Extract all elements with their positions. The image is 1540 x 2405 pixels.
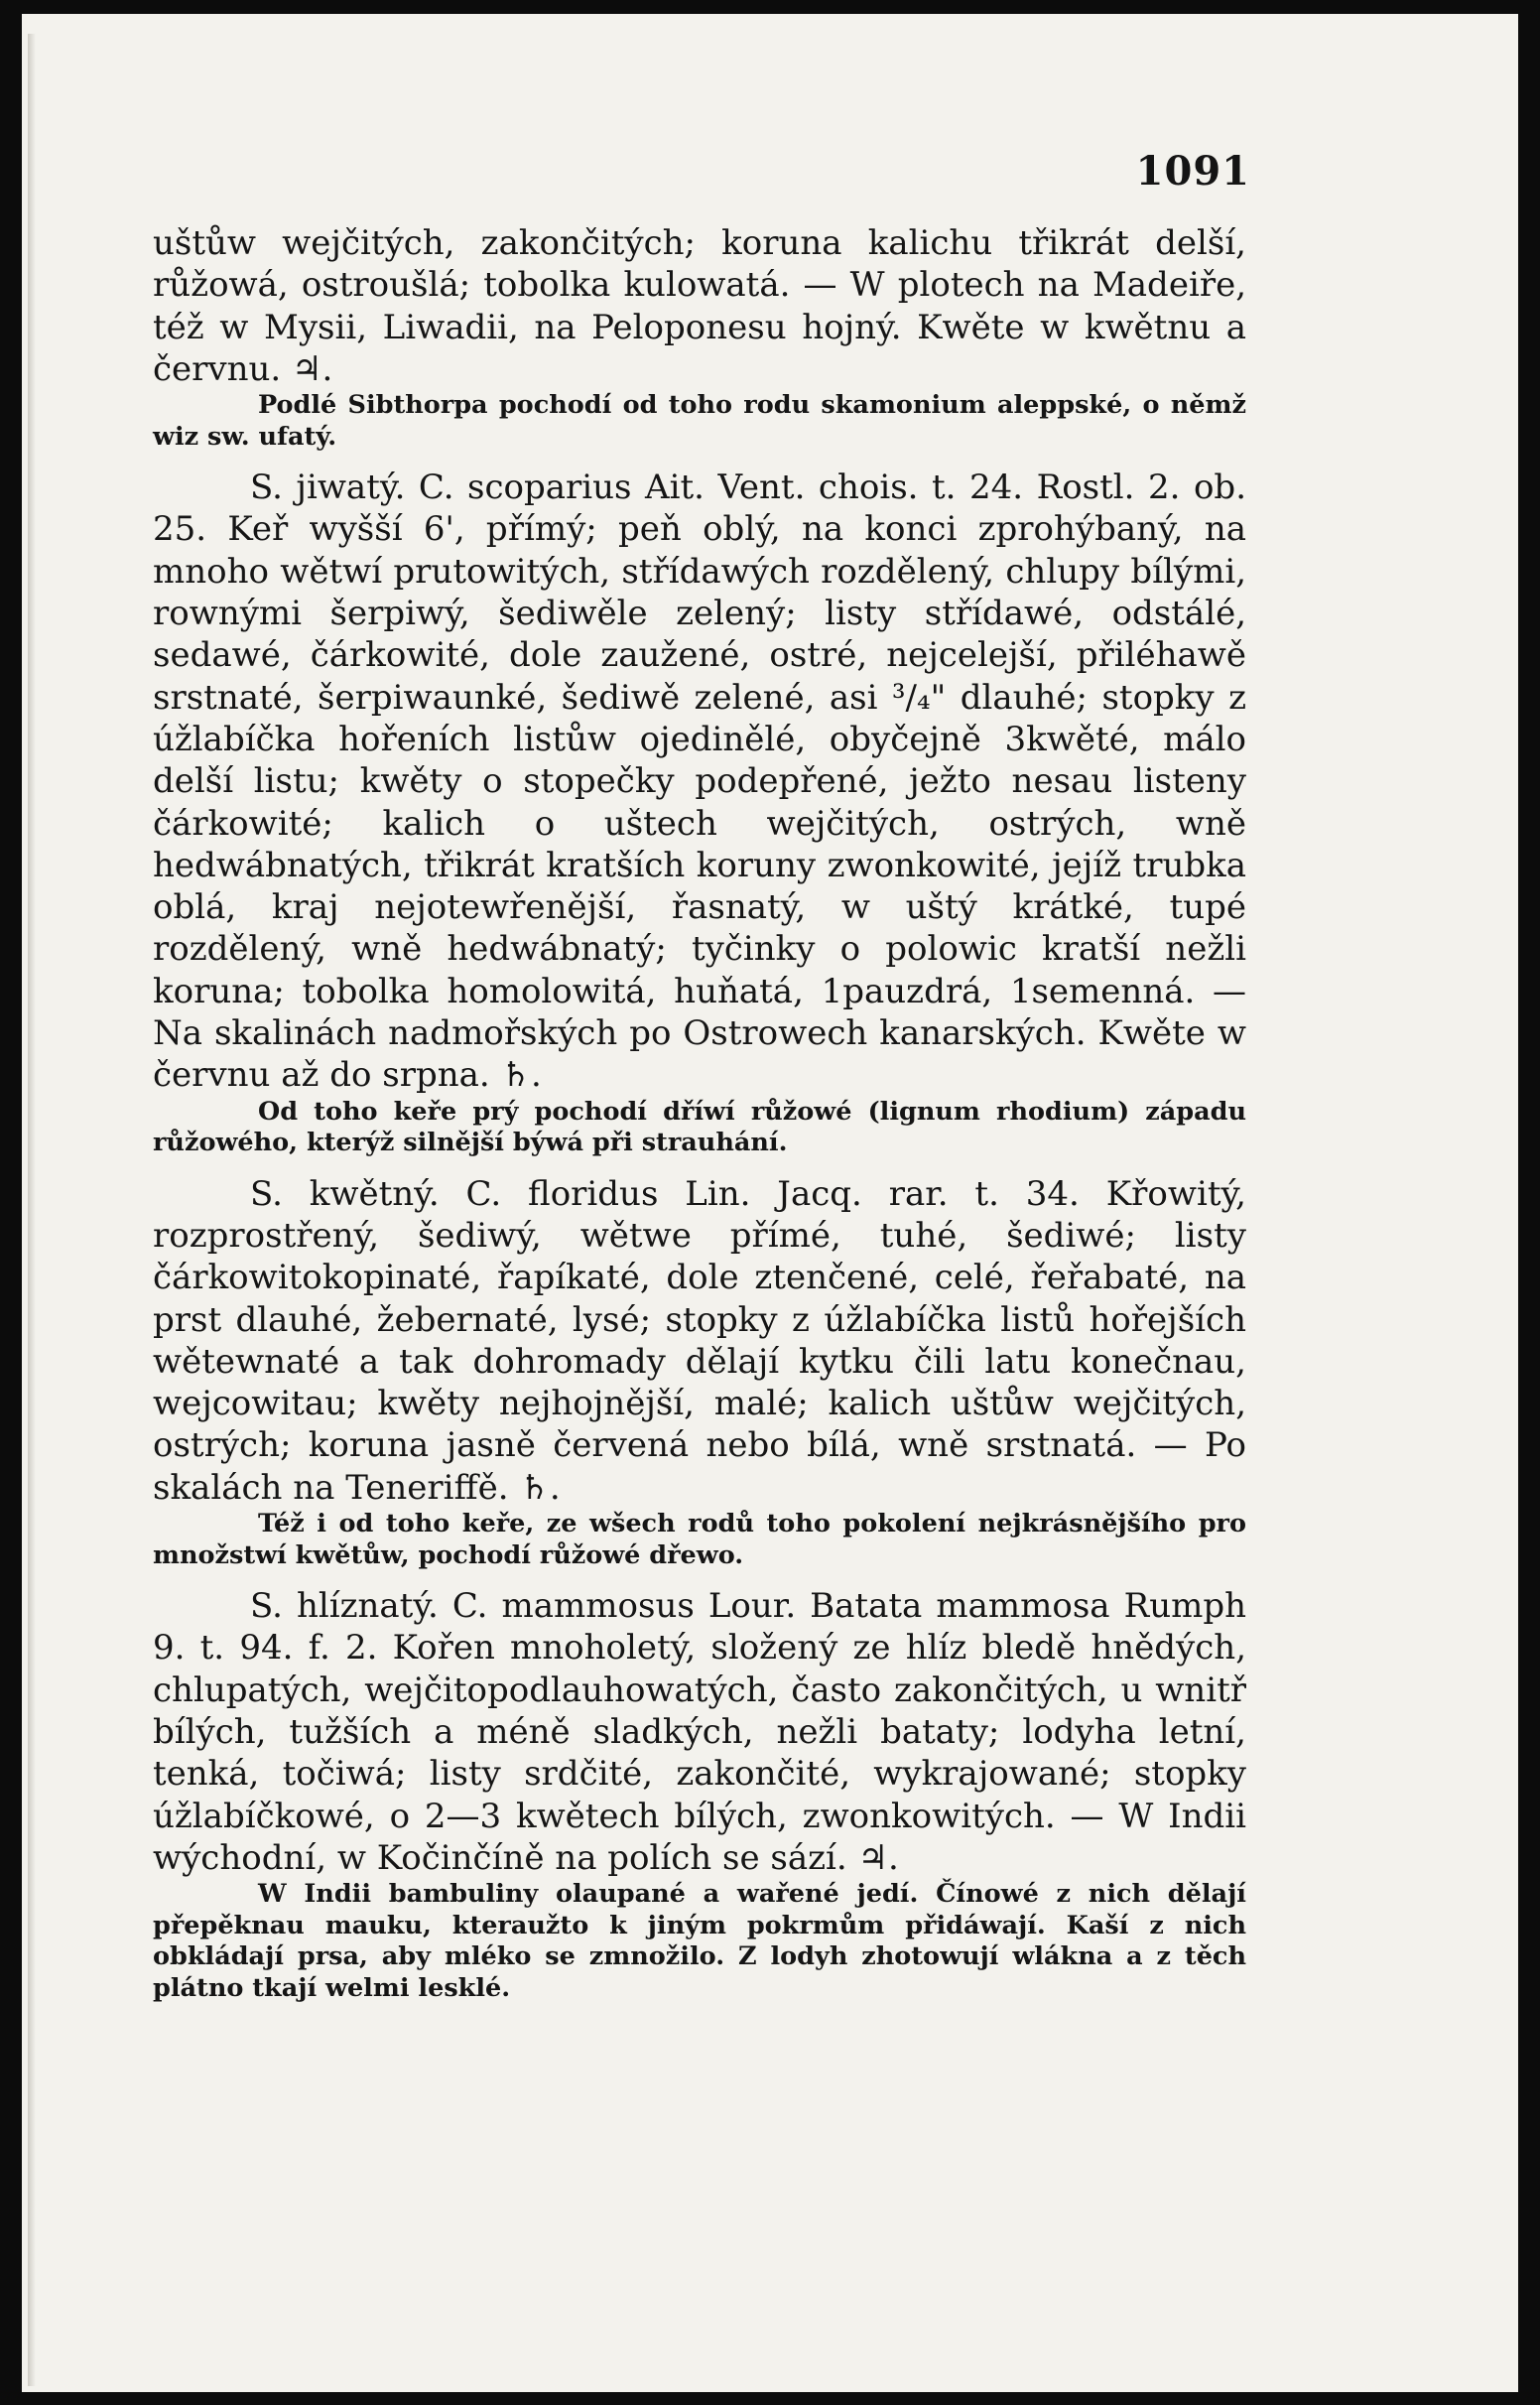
entry-floridus: S. kwětný. C. floridus Lin. Jacq. rar. t. 34. Křowitý, rozprostřený, šediwý, wětwe přímé, tuhé, šediwé; listy čárkowitokopinaté, řapíkaté, dole ztenčené, celé, řeřabaté, na prst dlauhé, žebernaté, lysé; stopky z úžlabíčka listů hořejších wětewnaté a tak dohromady dělají kytku čili latu konečnau, wejcowitau; kwěty nejhojnější, malé; kalich uštůw wejčitých, ostrých; koruna jasně červená nebo bílá, wně srstnatá. — Po skalách na Teneriffě. ♄. [153, 1173, 1246, 1508]
entry-mammosus: S. hlíznatý. C. mammosus Lour. Batata mammosa Rumph 9. t. 94. f. 2. Kořen mnoholetý, složený ze hlíz bledě hnědých, chlupatých, wejčitopodlauhowatých, často zakončitých, u wnitř bílých, tužších a méně sladkých, nežli bataty; lodyha letní, tenká, točiwá; listy srdčité, zakončité, wykrajowané; stopky úžlabíčkowé, o 2—3 kwětech bílých, zwonkowitých. — W Indii wýchodní, w Kočinčíně na polích se sází. ♃. [153, 1586, 1246, 1878]
footnote-ruzowe-drewo: Též i od toho keře, ze wšech rodů toho pokolení nejkrásnějšího pro množstwí kwětůw, pochodí růžowé dřewo. [153, 1509, 1246, 1570]
page-gutter-shadow [28, 34, 36, 2386]
entry-scoparius: S. jiwatý. C. scoparius Ait. Vent. chois. t. 24. Rostl. 2. ob. 25. Keř wyšší 6', přímý; peň oblý, na konci zprohýbaný, na mnoho wětwí prutowitých, střídawých rozdělený, chlupy bílými, rownými šerpiwý, šediwěle zelený; listy střídawé, odstálé, sedawé, čárkowité, dole zaužené, ostré, nejcelejší, přiléhawě srstnaté, šerpiwaunké, šediwě zelené, asi ³/₄" dlauhé; stopky z úžlabíčka hořeních listůw ojedinělé, obyčejně 3kwěté, málo delší listu; kwěty o stopečky podepřené, ježto nesau listeny čárkowité; kalich o uštech wejčitých, ostrých, wně hedwábnatých, třikrát kratších koruny zwonkowité, jejíž trubka oblá, kraj nejotewřenější, řasnatý, w uštý krátké, tupé rozdělený, wně hedwábnatý; tyčinky o polowic kratší nežli koruna; tobolka homolowitá, huňatá, 1pauzdrá, 1semenná. — Na skalinách nadmořských po Ostrowech kanarských. Kwěte w červnu až do srpna. ♄. [153, 468, 1246, 1096]
footnote-bambuliny: W Indii bambuliny olaupané a wařené jedí. Čínowé z nich dělají přepěknau mauku, kteraužto k jiným pokrmům přidáwají. Kaší z nich obkládají prsa, aby mléko se zmnožilo. Z lodyh zhotowují wlákna a z těch plátno tkají welmi lesklé. [153, 1879, 1246, 2003]
footnote-lignum-rhodium: Od toho keře prý pochodí dříwí růžowé (lignum rhodium) západu růžowého, kterýž silnější býwá při strauhání. [153, 1096, 1246, 1158]
page-number: 1091 [1135, 148, 1250, 195]
book-page [22, 14, 1518, 2392]
footnote-sibthorp: Podlé Sibthorpa pochodí od toho rodu skamonium aleppské, o němž wiz sw. ufatý. [153, 390, 1246, 452]
text-column [153, 222, 1246, 2018]
paragraph-continuation: uštůw wejčitých, zakončitých; koruna kalichu třikrát delší, růžowá, ostroušlá; tobolka kulowatá. — W plotech na Madeiře, též w Mysii, Liwadii, na Peloponesu hojný. Kwěte w kwětnu a červnu. ♃. [153, 223, 1246, 389]
